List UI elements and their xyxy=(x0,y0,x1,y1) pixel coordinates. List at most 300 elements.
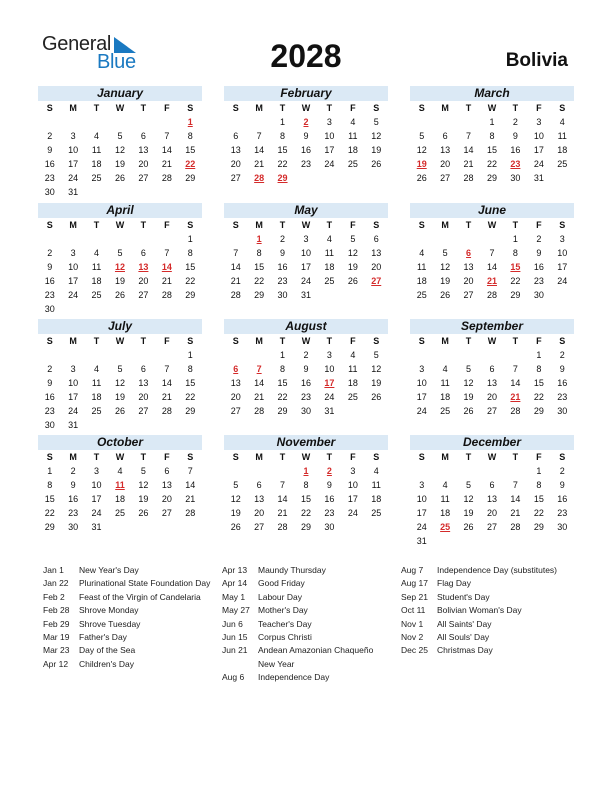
day-cell: 14 xyxy=(510,494,521,504)
day-cell: 17 xyxy=(416,508,427,518)
month-december xyxy=(410,435,574,548)
holiday-entry xyxy=(401,591,573,604)
day-cell: 28 xyxy=(254,406,265,416)
day-cell: 17 xyxy=(557,262,568,272)
day-cell: 21 xyxy=(254,392,265,402)
day-cell: 28 xyxy=(510,406,521,416)
day-cell: 9 xyxy=(326,480,332,490)
day-cell: 7 xyxy=(466,131,472,141)
day-cell: 27 xyxy=(486,406,497,416)
day-cell: 15 xyxy=(533,378,544,388)
holiday-name: Father's Day xyxy=(79,632,127,643)
day-cell: 13 xyxy=(138,378,149,388)
week-row xyxy=(38,520,202,534)
holiday-name: Shrove Monday xyxy=(79,605,139,616)
month-november xyxy=(224,435,388,534)
day-cell: 3 xyxy=(70,131,76,141)
day-cell-empty xyxy=(155,185,178,199)
day-cell: 5 xyxy=(140,466,146,476)
day-cell-empty xyxy=(480,348,503,362)
day-cell-holiday: 11 xyxy=(115,480,125,490)
day-cell-holiday: 25 xyxy=(440,522,451,532)
day-cell-holiday: 21 xyxy=(510,392,521,402)
day-cell: 15 xyxy=(254,262,265,272)
month-february xyxy=(224,86,388,185)
month-january xyxy=(38,86,202,199)
holiday-name: Student's Day xyxy=(437,591,490,602)
holiday-date: Aug 6 xyxy=(222,672,245,683)
month-title: July xyxy=(38,319,202,334)
holiday-entry xyxy=(401,577,573,590)
holiday-date: Dec 25 xyxy=(401,645,428,656)
day-cell: 8 xyxy=(536,480,542,490)
day-cell: 21 xyxy=(230,276,241,286)
day-cell-empty xyxy=(341,404,364,418)
holiday-list-column-1 xyxy=(43,564,213,671)
day-cell: 6 xyxy=(373,234,379,244)
day-cell: 24 xyxy=(533,159,544,169)
day-cell-empty xyxy=(433,348,456,362)
day-cell: 10 xyxy=(416,378,427,388)
day-cell: 30 xyxy=(44,420,55,430)
day-cell: 5 xyxy=(442,248,448,258)
day-cell: 3 xyxy=(350,466,356,476)
day-cell: 5 xyxy=(373,350,379,360)
day-cell-empty xyxy=(38,115,61,129)
day-cell: 31 xyxy=(324,406,335,416)
holiday-date: May 1 xyxy=(222,591,246,602)
week-row xyxy=(410,246,574,260)
day-cell: 19 xyxy=(114,276,125,286)
day-cell: 23 xyxy=(44,406,55,416)
holiday-date: Aug 7 xyxy=(401,565,424,575)
day-cell: 15 xyxy=(44,494,55,504)
weekday-label: F xyxy=(536,103,542,113)
holiday-date: May 27 xyxy=(222,605,250,616)
day-cell-empty xyxy=(410,115,433,129)
day-cell-empty xyxy=(38,232,61,246)
day-cell: 4 xyxy=(94,364,100,374)
day-cell: 30 xyxy=(44,304,55,314)
day-cell-empty xyxy=(108,348,131,362)
holiday-entry xyxy=(222,577,390,590)
holiday-list-column-3 xyxy=(401,564,573,658)
day-cell: 21 xyxy=(161,392,172,402)
week-row xyxy=(38,418,202,432)
day-cell: 12 xyxy=(347,248,358,258)
weekday-label: S xyxy=(46,220,53,230)
day-cell-empty xyxy=(365,171,388,185)
weekday-label: F xyxy=(536,336,542,346)
day-cell: 11 xyxy=(417,262,427,272)
week-row xyxy=(38,129,202,143)
week-row xyxy=(224,157,388,171)
day-cell: 20 xyxy=(230,159,241,169)
weekday-label: T xyxy=(140,452,147,462)
day-cell: 11 xyxy=(348,364,358,374)
weekday-label: W xyxy=(487,336,497,346)
holiday-date: Feb 2 xyxy=(43,591,65,602)
day-cell-holiday: 1 xyxy=(303,466,309,476)
weekday-label: T xyxy=(93,336,100,346)
day-cell: 23 xyxy=(300,392,311,402)
week-row xyxy=(38,171,202,185)
day-cell-empty xyxy=(365,404,388,418)
day-cell-empty xyxy=(61,232,84,246)
weekday-label: T xyxy=(93,452,100,462)
day-cell: 5 xyxy=(466,364,472,374)
weekday-label: T xyxy=(512,452,519,462)
day-cell: 16 xyxy=(557,494,568,504)
day-cell: 15 xyxy=(277,145,288,155)
day-cell: 15 xyxy=(300,494,311,504)
weekday-label: T xyxy=(512,336,519,346)
day-cell-empty xyxy=(224,232,247,246)
weekday-label: M xyxy=(69,452,77,462)
weekday-header-row xyxy=(410,102,574,115)
week-row xyxy=(38,390,202,404)
holiday-entry xyxy=(43,644,213,657)
weekday-label: T xyxy=(512,220,519,230)
day-cell-empty xyxy=(224,115,247,129)
day-cell: 12 xyxy=(463,378,474,388)
day-cell-holiday: 27 xyxy=(371,276,382,286)
day-cell: 4 xyxy=(117,466,123,476)
day-cell: 8 xyxy=(280,364,286,374)
holiday-entry xyxy=(401,564,573,577)
day-cell-empty xyxy=(108,520,131,534)
day-cell: 22 xyxy=(185,392,196,402)
day-cell: 14 xyxy=(161,378,172,388)
holiday-entry xyxy=(43,591,213,604)
day-cell: 25 xyxy=(371,508,382,518)
day-cell-empty xyxy=(318,288,341,302)
day-cell: 26 xyxy=(114,173,125,183)
month-title: August xyxy=(224,319,388,334)
day-cell: 9 xyxy=(47,145,53,155)
month-title: December xyxy=(410,435,574,450)
weekday-label: W xyxy=(115,220,125,230)
week-row xyxy=(38,232,202,246)
day-cell: 12 xyxy=(440,262,451,272)
day-cell: 25 xyxy=(440,406,451,416)
day-cell: 15 xyxy=(185,145,196,155)
day-cell: 28 xyxy=(185,508,196,518)
holiday-name: Shrove Tuesday xyxy=(79,618,141,629)
day-cell: 24 xyxy=(68,406,79,416)
day-cell: 9 xyxy=(280,248,286,258)
day-cell-holiday: 2 xyxy=(303,117,309,127)
weekday-label: S xyxy=(232,452,239,462)
day-cell: 28 xyxy=(510,522,521,532)
holiday-list-column-2 xyxy=(222,564,390,685)
day-cell: 1 xyxy=(512,234,518,244)
day-cell: 24 xyxy=(300,276,311,286)
day-cell: 26 xyxy=(114,290,125,300)
day-cell: 24 xyxy=(68,290,79,300)
weekday-label: S xyxy=(373,336,380,346)
day-cell-empty xyxy=(85,348,108,362)
day-cell: 18 xyxy=(91,159,102,169)
weekday-label: M xyxy=(441,103,449,113)
day-cell: 28 xyxy=(161,290,172,300)
day-cell: 27 xyxy=(230,173,241,183)
day-cell: 27 xyxy=(138,290,149,300)
day-cell: 28 xyxy=(230,290,241,300)
day-cell: 5 xyxy=(419,131,425,141)
week-row xyxy=(410,143,574,157)
week-row xyxy=(224,232,388,246)
day-cell-empty xyxy=(247,348,270,362)
day-cell: 1 xyxy=(489,117,495,127)
week-row xyxy=(410,171,574,185)
day-cell: 20 xyxy=(486,392,497,402)
day-cell: 7 xyxy=(512,480,518,490)
day-cell: 27 xyxy=(138,173,149,183)
week-row xyxy=(38,348,202,362)
holiday-name: Labour Day xyxy=(258,591,302,602)
weekday-label: F xyxy=(164,336,170,346)
day-cell: 3 xyxy=(70,248,76,258)
day-cell: 26 xyxy=(230,522,241,532)
weekday-label: S xyxy=(559,452,566,462)
week-row xyxy=(224,129,388,143)
week-row xyxy=(38,185,202,199)
holiday-entry xyxy=(43,604,213,617)
weekday-label: T xyxy=(512,103,519,113)
weekday-header-row xyxy=(224,335,388,348)
weekday-label: M xyxy=(255,220,263,230)
day-cell: 5 xyxy=(117,364,123,374)
week-row xyxy=(410,376,574,390)
day-cell-holiday: 19 xyxy=(416,159,427,169)
day-cell: 23 xyxy=(68,508,79,518)
day-cell: 27 xyxy=(463,290,474,300)
day-cell: 18 xyxy=(347,145,358,155)
day-cell: 7 xyxy=(164,248,170,258)
day-cell-empty xyxy=(179,520,202,534)
day-cell: 22 xyxy=(185,276,196,286)
day-cell: 19 xyxy=(138,494,149,504)
day-cell: 8 xyxy=(256,248,262,258)
day-cell: 2 xyxy=(512,117,518,127)
day-cell: 17 xyxy=(416,392,427,402)
week-row xyxy=(224,506,388,520)
day-cell: 3 xyxy=(70,364,76,374)
day-cell: 2 xyxy=(559,466,565,476)
month-july xyxy=(38,319,202,432)
day-cell: 14 xyxy=(230,262,241,272)
week-row xyxy=(224,390,388,404)
day-cell-empty xyxy=(155,302,178,316)
day-cell-empty xyxy=(551,288,574,302)
week-row xyxy=(38,246,202,260)
day-cell-holiday: 21 xyxy=(486,276,497,286)
week-row xyxy=(224,143,388,157)
day-cell: 12 xyxy=(114,378,125,388)
day-cell: 25 xyxy=(91,173,102,183)
day-cell-empty xyxy=(410,232,433,246)
week-row xyxy=(38,404,202,418)
day-cell-holiday: 6 xyxy=(233,364,239,374)
weekday-label: T xyxy=(326,220,333,230)
weekday-label: S xyxy=(559,103,566,113)
day-cell: 14 xyxy=(161,145,172,155)
weekday-label: T xyxy=(279,336,286,346)
holiday-name: Independence Day (substitutes) xyxy=(437,565,558,575)
day-cell: 5 xyxy=(117,248,123,258)
day-cell-empty xyxy=(155,418,178,432)
week-row xyxy=(38,274,202,288)
holiday-entry xyxy=(222,631,390,644)
day-cell-empty xyxy=(457,464,480,478)
day-cell: 24 xyxy=(557,276,568,286)
week-row xyxy=(224,288,388,302)
holiday-entry xyxy=(401,604,573,617)
day-cell: 21 xyxy=(463,159,474,169)
day-cell: 18 xyxy=(440,392,451,402)
day-cell: 8 xyxy=(280,131,286,141)
holiday-entry xyxy=(222,604,390,617)
day-cell: 18 xyxy=(324,262,335,272)
holiday-date: Apr 13 xyxy=(222,565,248,575)
holiday-date: Sep 21 xyxy=(401,591,428,602)
day-cell: 8 xyxy=(187,248,193,258)
month-title: January xyxy=(38,86,202,101)
day-cell: 18 xyxy=(91,392,102,402)
weekday-label: F xyxy=(350,220,356,230)
weekday-label: T xyxy=(465,220,472,230)
day-cell: 29 xyxy=(185,173,196,183)
day-cell: 4 xyxy=(373,466,379,476)
weekday-label: T xyxy=(140,103,147,113)
day-cell-holiday: 23 xyxy=(510,159,521,169)
day-cell: 11 xyxy=(440,494,450,504)
day-cell-empty xyxy=(85,232,108,246)
day-cell: 4 xyxy=(350,117,356,127)
day-cell: 13 xyxy=(463,262,474,272)
day-cell: 9 xyxy=(47,262,53,272)
holiday-date: Jun 21 xyxy=(222,645,248,656)
month-june xyxy=(410,203,574,302)
day-cell: 9 xyxy=(47,378,53,388)
day-cell: 27 xyxy=(440,173,451,183)
day-cell: 4 xyxy=(442,480,448,490)
logo-text-general: General xyxy=(42,33,112,55)
week-row xyxy=(410,232,574,246)
day-cell-empty xyxy=(132,418,155,432)
weekday-label: M xyxy=(69,336,77,346)
week-row xyxy=(224,348,388,362)
day-cell: 13 xyxy=(486,494,497,504)
day-cell: 9 xyxy=(559,480,565,490)
week-row xyxy=(410,478,574,492)
day-cell: 15 xyxy=(533,494,544,504)
day-cell-holiday: 1 xyxy=(256,234,262,244)
day-cell: 23 xyxy=(557,508,568,518)
weekday-label: W xyxy=(115,336,125,346)
holiday-name: Andean Amazonian Chaqueño New Year xyxy=(258,645,374,669)
weekday-header-row xyxy=(224,219,388,232)
holiday-name: Mother's Day xyxy=(258,605,308,616)
holiday-name: New Year's Day xyxy=(79,565,139,575)
day-cell-empty xyxy=(480,534,503,548)
day-cell-empty xyxy=(85,418,108,432)
holiday-date: Jan 1 xyxy=(43,565,64,575)
month-september xyxy=(410,319,574,418)
day-cell-empty xyxy=(61,302,84,316)
day-cell: 18 xyxy=(371,494,382,504)
weekday-header-row xyxy=(410,451,574,464)
day-cell-empty xyxy=(85,185,108,199)
weekday-label: W xyxy=(301,220,311,230)
day-cell: 19 xyxy=(371,145,382,155)
day-cell: 23 xyxy=(324,508,335,518)
week-row xyxy=(38,260,202,274)
day-cell: 7 xyxy=(187,466,193,476)
weekday-header-row xyxy=(410,219,574,232)
week-row xyxy=(224,464,388,478)
day-cell: 20 xyxy=(138,392,149,402)
day-cell: 11 xyxy=(557,131,567,141)
weekday-label: S xyxy=(373,103,380,113)
day-cell: 22 xyxy=(533,392,544,402)
week-row xyxy=(38,492,202,506)
week-row xyxy=(410,129,574,143)
holiday-entry xyxy=(401,644,573,657)
weekday-label: F xyxy=(164,103,170,113)
day-cell: 30 xyxy=(533,290,544,300)
day-cell: 20 xyxy=(230,392,241,402)
week-row xyxy=(224,246,388,260)
week-row xyxy=(224,260,388,274)
day-cell: 31 xyxy=(91,522,102,532)
day-cell-holiday: 6 xyxy=(466,248,472,258)
day-cell: 4 xyxy=(350,350,356,360)
day-cell-empty xyxy=(179,302,202,316)
day-cell-empty xyxy=(457,534,480,548)
day-cell-holiday: 15 xyxy=(510,262,521,272)
day-cell: 24 xyxy=(416,406,427,416)
day-cell: 11 xyxy=(371,480,381,490)
day-cell: 20 xyxy=(138,276,149,286)
day-cell: 31 xyxy=(533,173,544,183)
day-cell: 24 xyxy=(324,159,335,169)
day-cell: 12 xyxy=(230,494,241,504)
day-cell: 3 xyxy=(303,234,309,244)
day-cell-holiday: 12 xyxy=(114,262,125,272)
holiday-name: Feast of the Virgin of Candelaria xyxy=(79,591,201,602)
holiday-entry xyxy=(401,631,573,644)
day-cell: 3 xyxy=(326,117,332,127)
day-cell: 15 xyxy=(185,378,196,388)
day-cell: 7 xyxy=(489,248,495,258)
weekday-label: M xyxy=(69,220,77,230)
day-cell: 1 xyxy=(187,350,193,360)
weekday-header-row xyxy=(224,451,388,464)
day-cell-holiday: 28 xyxy=(254,173,265,183)
day-cell-empty xyxy=(410,464,433,478)
day-cell-empty xyxy=(480,464,503,478)
day-cell: 18 xyxy=(557,145,568,155)
day-cell: 17 xyxy=(533,145,544,155)
page-title-year: 2028 xyxy=(270,38,342,74)
holiday-name: Independence Day xyxy=(258,672,330,683)
holiday-date: Feb 28 xyxy=(43,605,70,616)
day-cell: 24 xyxy=(324,392,335,402)
day-cell: 13 xyxy=(138,145,149,155)
day-cell: 7 xyxy=(164,364,170,374)
